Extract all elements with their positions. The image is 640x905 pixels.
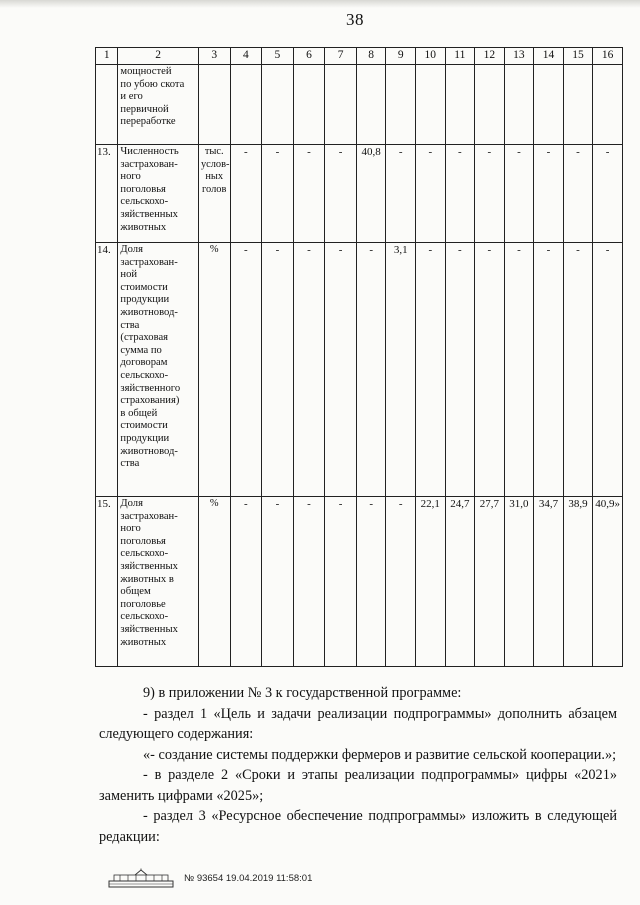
value-cell: [386, 65, 416, 145]
indicator-name: Доля застрахован- ного поголовья сельскохо- зяйственных животных в общем поголовье сельскохо- зяйственных животных: [118, 497, 199, 667]
document-number: № 93654 19.04.2019 11:58:01: [184, 872, 313, 884]
footer: [108, 868, 312, 888]
column-header: 10: [416, 48, 446, 65]
column-header: 6: [293, 48, 325, 65]
unit-cell: [198, 65, 230, 145]
indicator-name: Доля застрахован- ной стоимости продукции животновод- ства (страховая сумма по договорам сельскохо- зяйственного страхования) в общей стоимости продукции животновод- ства: [118, 243, 199, 497]
value-cell: [416, 65, 446, 145]
value-cell: [445, 65, 475, 145]
value-cell: -: [293, 243, 325, 497]
unit-cell: тыс. услов- ных голов: [198, 145, 230, 243]
value-cell: [563, 65, 593, 145]
column-header: 3: [198, 48, 230, 65]
column-header: 9: [386, 48, 416, 65]
value-cell: 34,7: [534, 497, 564, 667]
building-stamp-icon: [108, 868, 174, 888]
value-cell: 22,1: [416, 497, 446, 667]
column-header: 8: [356, 48, 386, 65]
column-header: 13: [504, 48, 534, 65]
value-cell: -: [325, 243, 357, 497]
value-cell: -: [356, 497, 386, 667]
value-cell: [356, 65, 386, 145]
column-header: 11: [445, 48, 475, 65]
table-row: [96, 65, 623, 145]
column-header: 4: [230, 48, 262, 65]
page-number: 38: [346, 10, 364, 29]
indicator-name: мощностей по убою скота и его первичной переработке: [118, 65, 199, 145]
table-row: [96, 243, 623, 497]
value-cell: [262, 65, 294, 145]
value-cell: [293, 65, 325, 145]
value-cell: -: [475, 145, 505, 243]
value-cell: -: [416, 243, 446, 497]
value-cell: 27,7: [475, 497, 505, 667]
column-header: 1: [96, 48, 118, 65]
value-cell: -: [504, 145, 534, 243]
body-text: [99, 683, 617, 847]
value-cell: -: [356, 243, 386, 497]
value-cell: -: [230, 497, 262, 667]
value-cell: 31,0: [504, 497, 534, 667]
scan-edge-shadow: [0, 0, 640, 8]
value-cell: -: [563, 243, 593, 497]
column-header: 16: [593, 48, 623, 65]
table-row: [96, 497, 623, 667]
value-cell: 40,8: [356, 145, 386, 243]
value-cell: -: [445, 145, 475, 243]
value-cell: -: [386, 497, 416, 667]
paragraph: - раздел 3 «Ресурсное обеспечение подпрограммы» изложить в следующей редакции:: [99, 808, 617, 845]
paragraph: 9) в приложении № 3 к государственной программе:: [143, 685, 462, 701]
value-cell: [593, 65, 623, 145]
value-cell: 40,9»: [593, 497, 623, 667]
value-cell: -: [262, 497, 294, 667]
value-cell: [475, 65, 505, 145]
value-cell: -: [230, 243, 262, 497]
value-cell: 3,1: [386, 243, 416, 497]
unit-cell: %: [198, 497, 230, 667]
column-header: 5: [262, 48, 294, 65]
row-number: 13.: [96, 145, 118, 243]
column-header: 7: [325, 48, 357, 65]
value-cell: -: [534, 243, 564, 497]
value-cell: -: [262, 243, 294, 497]
column-header: 15: [563, 48, 593, 65]
value-cell: -: [325, 497, 357, 667]
row-number: 15.: [96, 497, 118, 667]
value-cell: -: [593, 145, 623, 243]
value-cell: [325, 65, 357, 145]
value-cell: -: [475, 243, 505, 497]
value-cell: -: [563, 145, 593, 243]
row-number: 14.: [96, 243, 118, 497]
value-cell: -: [293, 497, 325, 667]
value-cell: -: [445, 243, 475, 497]
column-header: 2: [118, 48, 199, 65]
column-header: 12: [475, 48, 505, 65]
unit-cell: %: [198, 243, 230, 497]
paragraph: - раздел 1 «Цель и задачи реализации подпрограммы» дополнить абзацем следующего содержания:: [99, 705, 617, 742]
value-cell: [230, 65, 262, 145]
value-cell: -: [230, 145, 262, 243]
table-row: [96, 145, 623, 243]
indicators-table: [95, 47, 623, 667]
value-cell: -: [504, 243, 534, 497]
value-cell: -: [325, 145, 357, 243]
indicator-name: Численность застрахован- ного поголовья сельскохо- зяйственных животных: [118, 145, 199, 243]
value-cell: 24,7: [445, 497, 475, 667]
value-cell: -: [593, 243, 623, 497]
paragraph: - в разделе 2 «Сроки и этапы реализации подпрограммы» цифры «2021» заменить цифрами «2025»;: [99, 767, 617, 804]
row-number: [96, 65, 118, 145]
value-cell: -: [416, 145, 446, 243]
value-cell: 38,9: [563, 497, 593, 667]
value-cell: [504, 65, 534, 145]
table-header-row: [96, 48, 623, 65]
value-cell: -: [262, 145, 294, 243]
value-cell: -: [386, 145, 416, 243]
paragraph: «- создание системы поддержки фермеров и развитие сельской кооперации.»;: [143, 746, 617, 763]
column-header: 14: [534, 48, 564, 65]
value-cell: -: [534, 145, 564, 243]
value-cell: [534, 65, 564, 145]
value-cell: -: [293, 145, 325, 243]
